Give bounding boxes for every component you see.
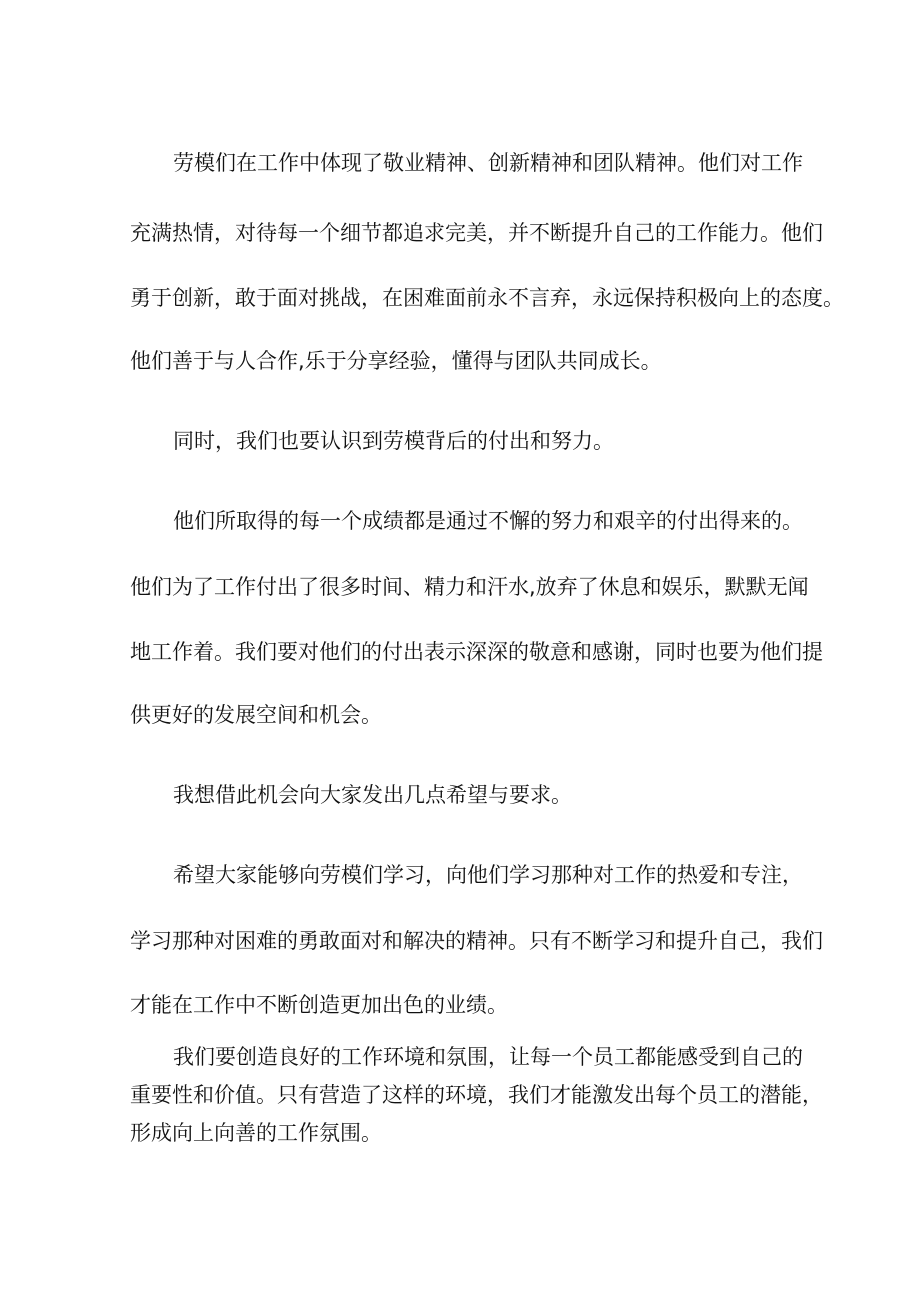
paragraph-line: 我想借此机会向大家发出几点希望与要求。 xyxy=(173,783,572,807)
paragraph-line: 地工作着。我们要对他们的付出表示深深的敬意和感谢，同时也要为他们提 xyxy=(130,640,823,664)
paragraph-line: 我们要创造良好的工作环境和氛围，让每一个员工都能感受到自己的 xyxy=(173,1045,803,1069)
paragraph-line: 勇于创新，敢于面对挑战，在困难面前永不言弃，永远保持积极向上的态度。 xyxy=(130,286,844,310)
paragraph-line: 形成向上向善的工作氛围。 xyxy=(130,1121,382,1145)
paragraph-line: 供更好的发展空间和机会。 xyxy=(130,703,382,727)
paragraph-line: 希望大家能够向劳模们学习，向他们学习那种对工作的热爱和专注， xyxy=(173,863,803,887)
paragraph-line: 他们善于与人合作,乐于分享经验，懂得与团队共同成长。 xyxy=(130,349,662,373)
paragraph-line: 同时，我们也要认识到劳模背后的付出和努力。 xyxy=(173,429,614,453)
paragraph-line: 劳模们在工作中体现了敬业精神、创新精神和团队精神。他们对工作 xyxy=(173,151,803,175)
paragraph-line: 充满热情，对待每一个细节都追求完美，并不断提升自己的工作能力。他们 xyxy=(130,221,823,245)
paragraph-line: 他们为了工作付出了很多时间、精力和汗水,放弃了休息和娱乐，默默无闻 xyxy=(130,575,809,599)
paragraph-line: 才能在工作中不断创造更加出色的业绩。 xyxy=(130,993,508,1017)
paragraph-line: 他们所取得的每一个成绩都是通过不懈的努力和艰辛的付出得来的。 xyxy=(173,509,803,533)
paragraph-line: 重要性和价值。只有营造了这样的环境，我们才能激发出每个员工的潜能， xyxy=(130,1083,823,1107)
paragraph-line: 学习那种对困难的勇敢面对和解决的精神。只有不断学习和提升自己，我们 xyxy=(130,929,823,953)
